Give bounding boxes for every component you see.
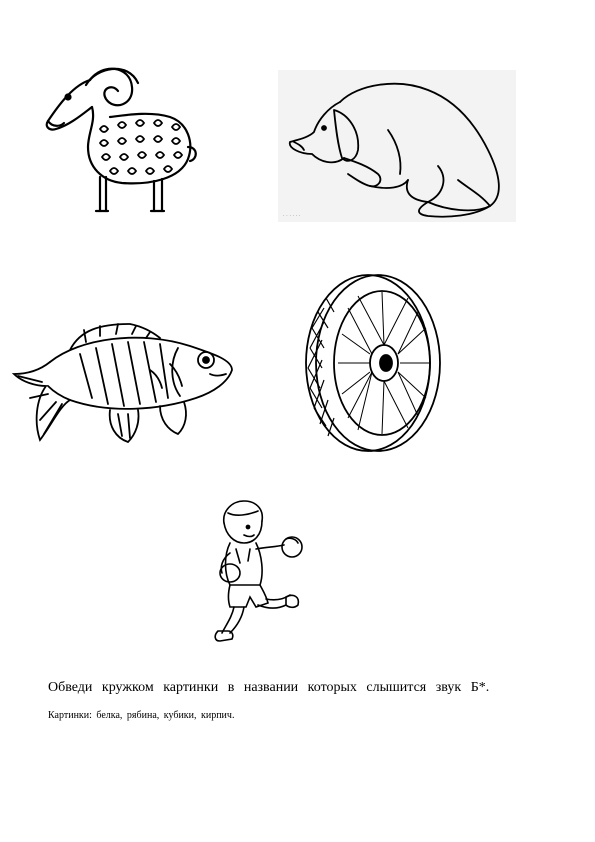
boxer-boy-icon bbox=[200, 493, 330, 658]
task-instruction: Обведи кружком картинки в названии которых слышится звук Б*. bbox=[48, 680, 490, 695]
wheel-picture[interactable] bbox=[298, 268, 448, 458]
fish-picture[interactable] bbox=[0, 290, 245, 475]
ram-icon bbox=[30, 55, 212, 223]
ram-picture[interactable] bbox=[30, 55, 212, 223]
dog-picture[interactable] bbox=[278, 70, 516, 222]
footnote: Картинки: белка, рябина, кубики, кирпич. bbox=[48, 710, 235, 721]
boy-picture[interactable] bbox=[200, 493, 330, 658]
wheel-icon bbox=[298, 268, 448, 458]
image-watermark: · · · · · · bbox=[283, 213, 301, 219]
sleeping-dog-icon bbox=[278, 70, 516, 222]
fish-icon bbox=[0, 290, 245, 475]
